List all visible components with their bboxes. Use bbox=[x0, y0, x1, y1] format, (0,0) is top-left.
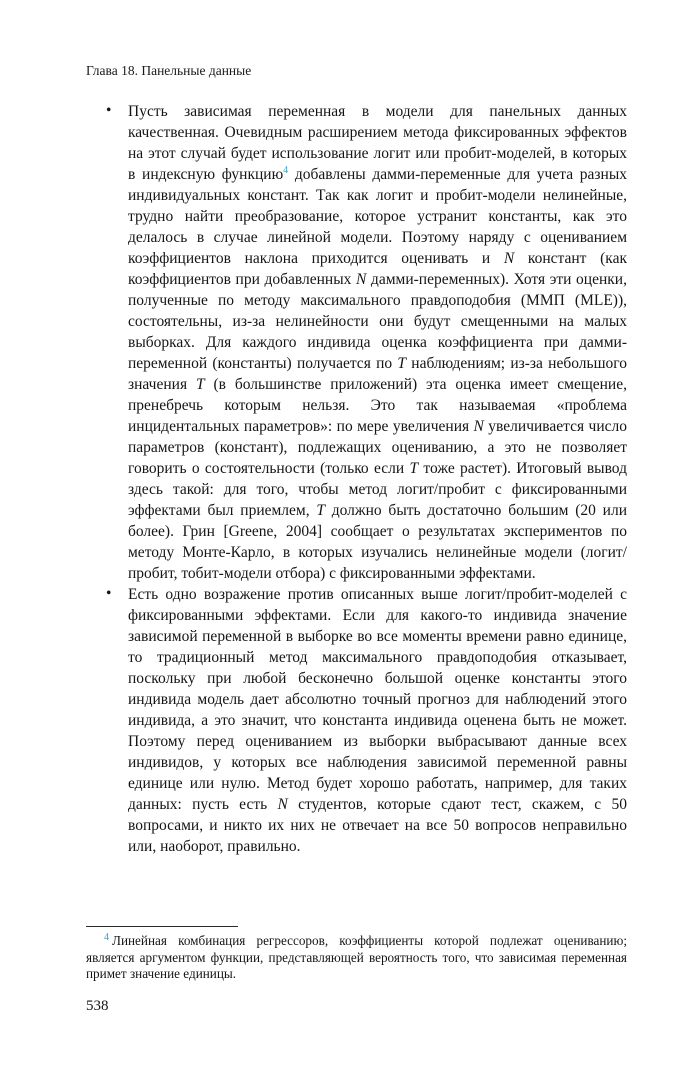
list-item bbox=[86, 101, 627, 584]
footnote-divider bbox=[86, 926, 238, 927]
running-head: Глава 18. Панельные данные bbox=[86, 63, 252, 78]
page-number: 538 bbox=[86, 998, 109, 1014]
paragraph-text: Есть одно возражение против описанных выше логит/пробит-моделей с фиксированными эффектами. Если для какого-то индивида значение зависимой переменной в выборке во все моменты времени равно единице, то традиционный метод максимального правдоподобия отказывает, поскольку при любой бесконечно большой оценке константы этого индивида модель дает абсолютно точный прогноз для наблюдений этого индивида, а это значит, что константа индивида оценена быть не может. Поэтому перед оцениванием из выборки выбрасывают данные всех индивидов, у которых все наблюдения зависимой переменной равны единице или нулю. Метод будет хорошо работать, например, для таких данных: пусть есть N студентов, которые сдают тест, скажем, с 50 вопросами, и никто их них не отвечает на все 50 вопросов неправильно или, наоборот, правильно. bbox=[128, 586, 627, 855]
bullet-icon: • bbox=[106, 102, 112, 119]
bullet-icon: • bbox=[106, 585, 112, 602]
footnote-text: Линейная комбинация регрессоров, коэффициенты которой подлежат оцениванию; является аргументом функции, представляющей вероятность того, что зависимая переменная примет значение единицы. bbox=[86, 933, 627, 982]
paragraph-text: Пусть зависимая переменная в модели для панельных данных качественная. Очевидным расширением метода фиксированных эффектов на этот случай будет использование логит или пробит-моделей, в которых в индексную функцию$^4$ добавлены дамми-переменные для учета разных индивидуальных констант. Так как логит и пробит-модели нелинейные, трудно найти преобразование, которое устранит константы, как это делалось в случае линейной модели. Поэтому наряду с оцениванием коэффициентов наклона приходится оценивать и N констант (как коэффициентов при добавленных N дамми-переменных). Хотя эти оценки, полученные по методу максимального правдоподобия (ММП (MLE)), состоятельны, из-за нелинейности они будут смещенными на малых выборках. Для каждого индивида оценка коэффициента при дамми-переменной (константы) получается по T наблюдениям; из-за небольшого значения T (в большинстве приложений) эта оценка имеет смещение, пренебречь которым нельзя. Это так называемая «проблема инцидентальных параметров»: по мере увеличения N увеличивается число параметров (констант), подлежащих оцениванию, а это не позволяет говорить о состоятельности (только если T тоже растет). Итоговый вывод здесь такой: для того, чтобы метод логит/пробит с фиксированными эффектами был приемлем, T должно быть достаточно большим (20 или более). Грин [Greene, 2004] сообщает о результатах экспериментов по методу Монте-Карло, в которых изучались нелинейные модели (логит/пробит, тобит-модели отбора) с фиксированными эффектами. bbox=[128, 103, 628, 582]
bullet-list bbox=[86, 101, 627, 857]
list-item bbox=[86, 584, 627, 857]
footnote-block bbox=[86, 926, 627, 1016]
footnote bbox=[86, 933, 627, 983]
footnote-marker: 4 bbox=[104, 931, 109, 943]
